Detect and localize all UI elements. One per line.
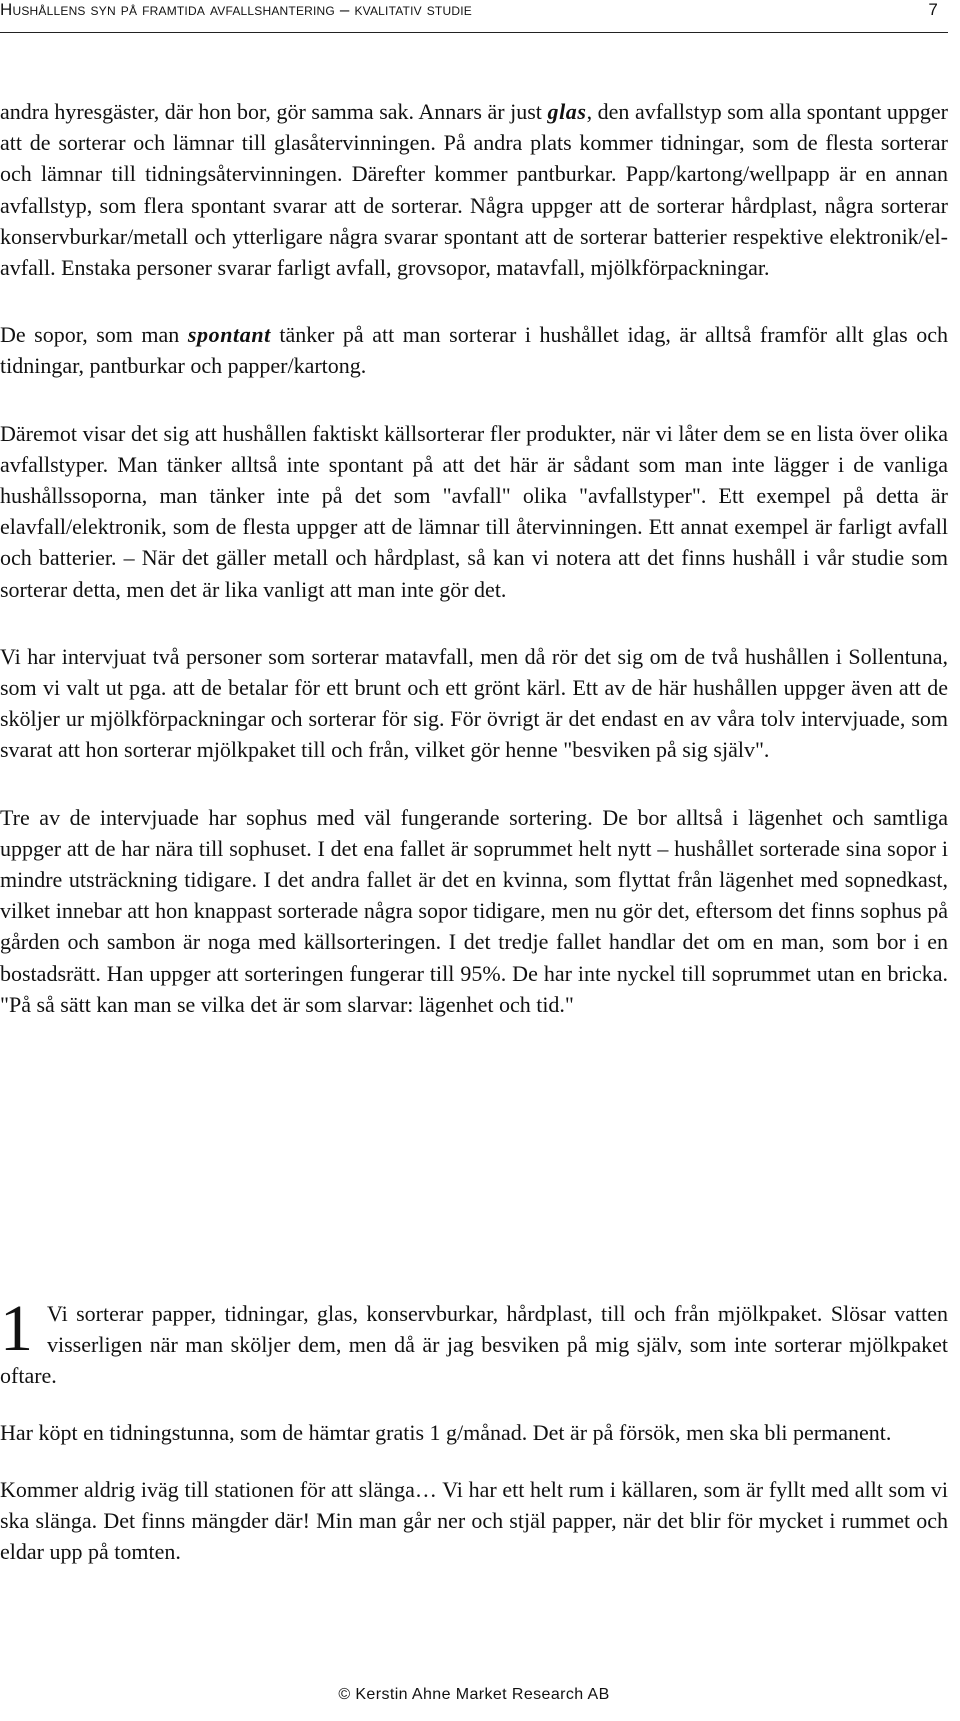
page-header <box>0 0 948 33</box>
paragraph-1-text-a: andra hyresgäster, där hon bor, gör samma sak. Annars är just <box>0 99 548 124</box>
paragraph-3: Däremot visar det sig att hushållen faktiskt källsorterar fler produkter, när vi låter dem se en lista över olika avfallstyper. Man tänker alltså inte spontant på att det här är sådant som man inte lägger i de vanliga hushållssoporna, man tänker inte på det som "avfall" olika "avfallstyper". Ett exempel på detta är elavfall/elektronik, som de flesta uppger att de lämnar till återvinningen. Ett annat exempel är farligt avfall och batterier. – När det gäller metall och hårdplast, så kan vi notera att det finns hushåll i vår studie som sorterar detta, men det är lika vanligt att man inte gör det. <box>0 420 948 602</box>
paragraph-2-text-b: tänker på att man sorterar i hushållet idag, är alltså framför allt glas och tidningar, pantburkar och papper/kartong. <box>0 322 948 379</box>
page-footer: © Kerstin Ahne Market Research AB <box>338 1686 610 1703</box>
paragraph-2-text-a: De sopor, som man <box>0 322 188 348</box>
paragraph-1-text-b: , den avfallstyp som alla spontant uppger att de sorterar och lämnar till glasåtervinningen. På andra plats kommer tidningar, som de flesta sorterar och lämnar till tidningsåtervinningen. Därefter kommer pantburkar. Papp/kartong/wellpapp är en annan avfallstyp, som flera spontant svarar att de sorterar. Några uppger att de sorterar hårdplast, några sorterar konservburkar/metall och ytterligare några svarar spontant att de sorterar batterier respektive elektronik/el-avfall. Enstaka personer svarar farligt avfall, grovsopor, matavfall, mjölkförpackningar. <box>0 99 948 281</box>
body-text <box>0 96 948 1056</box>
page-number: 7 <box>928 0 938 19</box>
paragraph-4: Vi har intervjuat två personer som sorterar matavfall, men då rör det sig om de två hushållen i Sollentuna, som vi valt ut pga. att de betalar för ett brunt och ett grönt kärl. Ett av de här hushållen uppger även att de sköljer ur mjölkförpackningar och sorterar för sig. För övrigt är det endast en av våra tolv intervjuade, som svarat att hon sorterar mjölkpaket till och från, vilket gör henne "besviken på sig själv". <box>0 643 948 763</box>
quote-1 <box>0 1292 948 1391</box>
quote-3: Kommer aldrig iväg till stationen för att slänga… Vi har ett helt rum i källaren, som är fyllt med allt som vi ska slänga. Det finns mängder där! Min man går ner och stjäl papper, när det blir för mycket i rummet och eldar upp på tomten. <box>0 1477 948 1564</box>
quote-2: Har köpt en tidningstunna, som de hämtar gratis 1 g/månad. Det är på försök, men ska bli permanent. <box>0 1420 892 1445</box>
paragraph-2-emphasis: spontant <box>187 322 271 348</box>
paragraph-1 <box>0 96 948 283</box>
running-title: Hushållens syn på framtida avfallshantering – kvalitativ studie <box>0 0 472 19</box>
quote-marker: 1 <box>0 1292 33 1365</box>
paragraph-5: Tre av de intervjuade har sophus med väl fungerande sortering. De bor alltså i lägenhet och samtliga uppger att de har nära till sophuset. I det ena fallet är soprummet helt nytt – hushållet sorterade sina sopor i mindre utsträckning tidigare. I det andra fallet är det en kvinna, som flyttat från lägenhet med sopnedkast, vilket innebar att hon knappast sorterade några sopor tidigare, men nu gör det, eftersom det finns sophus på gården och sambon är noga med källsorteringen. I det tredje fallet handlar det om en man, som bor i en bostadsrätt. Han uppger att sorteringen fungerar till 95%. De har inte nyckel till soprummet utan en bricka. "På så sätt kan man se vilka det är som slarvar: lägenhet och tid." <box>0 804 948 1017</box>
paragraph-2 <box>0 319 948 381</box>
paragraph-1-emphasis: glas <box>547 99 587 124</box>
interview-quotes <box>0 1292 948 1593</box>
quote-1-text: Vi sorterar papper, tidningar, glas, konservburkar, hårdplast, till och från mjölkpaket. Slösar vatten visserligen när man sköljer dem, men då är jag besviken på mig själv, som inte sorterar mjölkpaket oftare. <box>0 1301 948 1388</box>
